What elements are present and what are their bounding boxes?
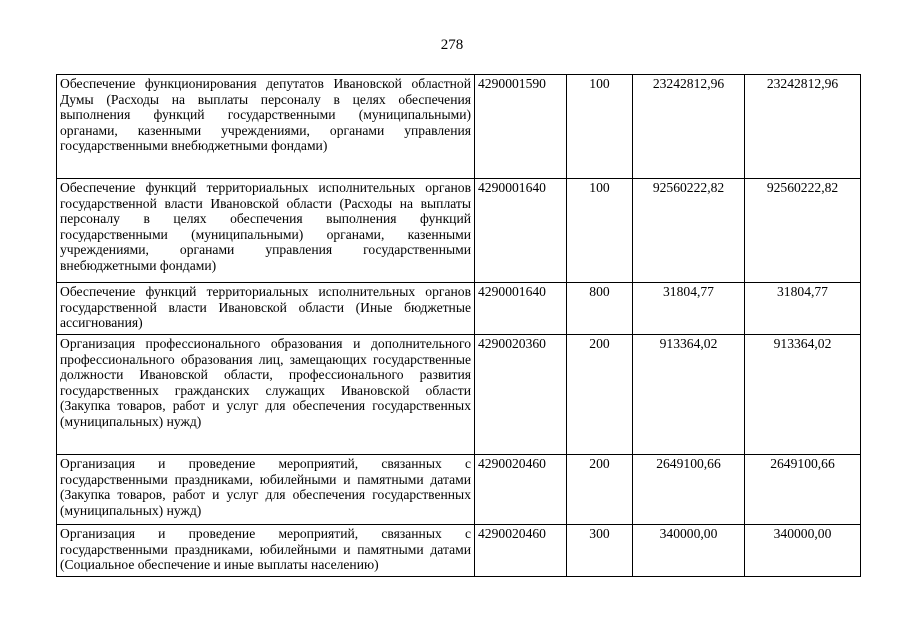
amount-cell: 23242812,96 xyxy=(633,75,745,179)
target-code-cell: 4290001640 xyxy=(475,283,567,335)
expense-type-cell: 100 xyxy=(567,179,633,283)
target-code-cell: 4290020460 xyxy=(475,455,567,525)
amount-cell: 340000,00 xyxy=(745,525,861,577)
expense-name-cell: Организация профессионального образования и дополнительного профессионального образования лиц, замещающих государственные должности Ивановской области, профессионального развития государственных гражданских служащих Ивановской области (Закупка товаров, работ и услуг для обеспечения государственных (муниципальных) нужд) xyxy=(57,335,475,455)
target-code-cell: 4290020460 xyxy=(475,525,567,577)
expense-name-cell: Организация и проведение мероприятий, связанных с государственными праздниками, юбилейными и памятными датами (Закупка товаров, работ и услуг для обеспечения государственных (муниципальных) нужд) xyxy=(57,455,475,525)
amount-cell: 2649100,66 xyxy=(745,455,861,525)
table-row xyxy=(57,455,861,525)
table-row xyxy=(57,525,861,577)
table-row xyxy=(57,335,861,455)
amount-cell: 340000,00 xyxy=(633,525,745,577)
expense-type-cell: 800 xyxy=(567,283,633,335)
expense-name-cell: Обеспечение функций территориальных исполнительных органов государственной власти Ивановской области (Расходы на выплаты персоналу в целях обеспечения выполнения функций государственными (муниципальными) органами, казенными учреждениями, органами управления государственными внебюджетными фондами) xyxy=(57,179,475,283)
target-code-cell: 4290001590 xyxy=(475,75,567,179)
amount-cell: 92560222,82 xyxy=(633,179,745,283)
target-code-cell: 4290001640 xyxy=(475,179,567,283)
amount-cell: 913364,02 xyxy=(633,335,745,455)
amount-cell: 31804,77 xyxy=(633,283,745,335)
expense-type-cell: 200 xyxy=(567,455,633,525)
table-row xyxy=(57,75,861,179)
amount-cell: 92560222,82 xyxy=(745,179,861,283)
amount-cell: 23242812,96 xyxy=(745,75,861,179)
amount-cell: 2649100,66 xyxy=(633,455,745,525)
expense-type-cell: 200 xyxy=(567,335,633,455)
expense-type-cell: 300 xyxy=(567,525,633,577)
amount-cell: 31804,77 xyxy=(745,283,861,335)
page-number: 278 xyxy=(440,37,464,53)
expense-name-cell: Организация и проведение мероприятий, связанных с государственными праздниками, юбилейными и памятными датами (Социальное обеспечение и иные выплаты населению) xyxy=(57,525,475,577)
budget-table xyxy=(56,74,861,577)
target-code-cell: 4290020360 xyxy=(475,335,567,455)
expense-name-cell: Обеспечение функций территориальных исполнительных органов государственной власти Ивановской области (Иные бюджетные ассигнования) xyxy=(57,283,475,335)
table-row xyxy=(57,179,861,283)
expense-type-cell: 100 xyxy=(567,75,633,179)
amount-cell: 913364,02 xyxy=(745,335,861,455)
table-row xyxy=(57,283,861,335)
expense-name-cell: Обеспечение функционирования депутатов Ивановской областной Думы (Расходы на выплаты персоналу в целях обеспечения выполнения функций государственными (муниципальными) органами, казенными учреждениями, органами управления государственными внебюджетными фондами) xyxy=(57,75,475,179)
